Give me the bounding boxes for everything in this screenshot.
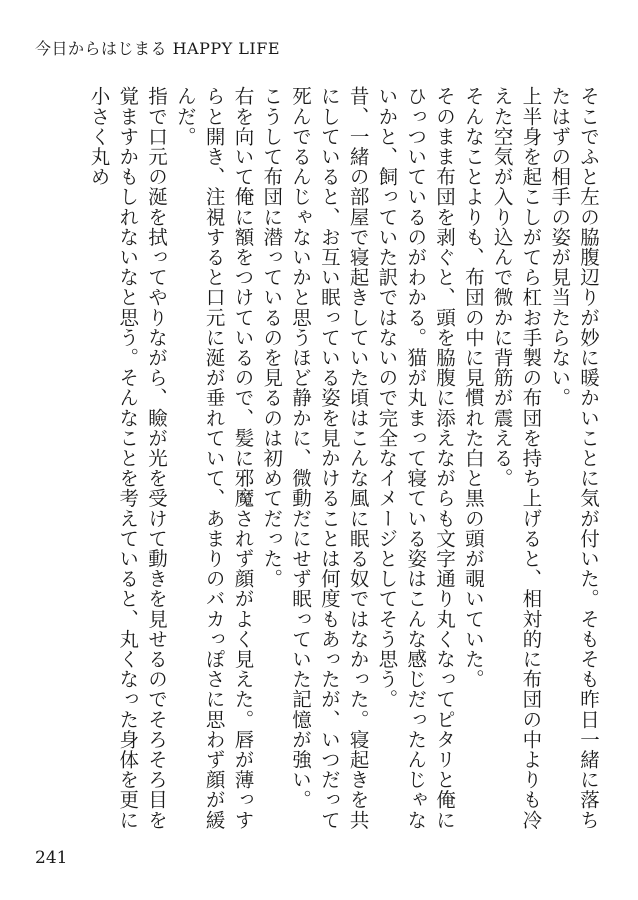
paragraph: 指で口元の涎を拭ってやりながら、瞼が光を受けて動きを見せるのでそろそろ目を覚ますかもしれないなと思う。そんなことを考えていると、丸くなった身体を更に小さく丸め	[87, 86, 169, 830]
body-text	[84, 86, 602, 834]
paragraph: 昔、一緒の部屋で寝起きしていた頃はこんな風に眠る奴ではなかった。寝起きを共にしていると、お互い眠っている姿を見かけることは何度もあったが、いつだって死んでるんじゃないかと思うほど静かに、微動だにせず眠っていた記憶が強い。	[289, 86, 370, 830]
running-head-title: 今日からはじまる HAPPY LIFE	[35, 39, 281, 58]
paragraph: そんなことよりも、布団の中に見慣れた白と黒の頭が覗いていた。	[461, 86, 485, 689]
paragraph: 右を向いて俺に額をつけているので、髪に邪魔されず顔がよく見えた。唇が薄っすらと開き、注視すると口元に涎が垂れていて、あまりのバカっぽさに思わず顔が緩んだ。	[173, 86, 255, 830]
page-number: 241	[35, 848, 68, 868]
paragraph: こうして布団に潜っているのを見るのは初めてだった。	[260, 86, 284, 589]
paragraph: 上半身を起こしがてら杠お手製の布団を持ち上げると、相対的に布団の中よりも冷えた空気が入り込んで微かに背筋が震える。	[490, 86, 543, 830]
paragraph: そのまま布団を剥ぐと、頭を脇腹に添えながらも文字通り丸くなってピタリと俺にひっついているのがわかる。猫が丸まって寝ている姿はこんな感じだったんじゃないかと、飼っていた訳ではないので完全なイメージとしてそう思う。	[375, 86, 457, 830]
paragraph: そこでふと左の脇腹辺りが妙に暖かいことに気が付いた。そもそも昨日一緒に落ちたはずの相手の姿が見当たらない。	[548, 86, 600, 830]
